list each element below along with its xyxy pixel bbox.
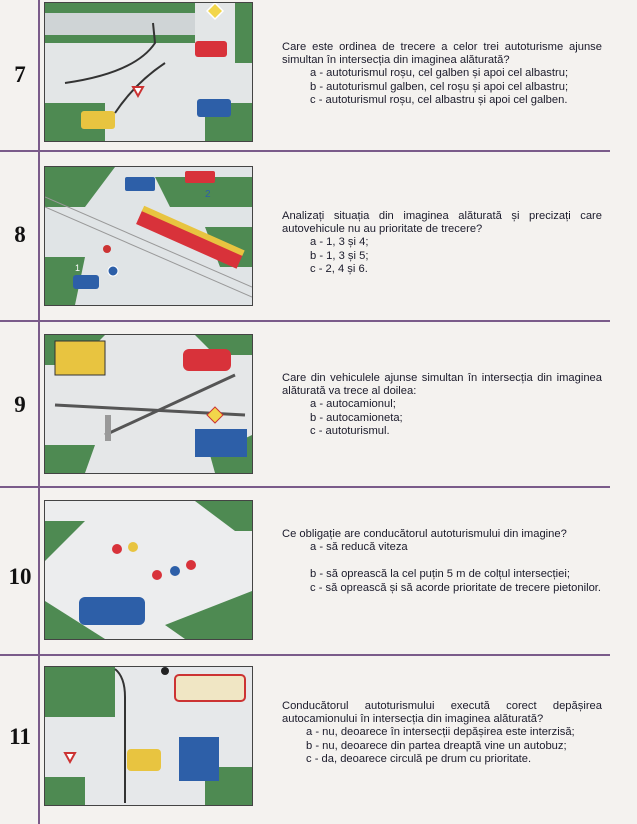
question-image xyxy=(44,2,253,142)
question-image xyxy=(44,166,253,306)
answer-option-b[interactable]: b - nu, deoarece din partea dreaptă vine un autobuz; xyxy=(306,739,567,752)
answer-option-c[interactable]: c - autoturismul roșu, cel albastru și apoi cel galben. xyxy=(310,93,568,106)
answer-option-a[interactable]: a - autoturismul roșu, cel galben și apoi cel albastru; xyxy=(310,67,569,80)
answer-option-b[interactable]: b - autoturismul galben, cel roșu și apoi cel albastru; xyxy=(310,80,569,93)
question-row xyxy=(0,0,637,150)
question-text: Analizați situația din imaginea alăturată și precizați care autovehicule nu au prioritate de trecere? xyxy=(282,210,602,236)
scene-label: 1 xyxy=(75,263,81,273)
question-text: Conducătorul autoturismului execută corect depășirea autocamionului în intersecția din imaginea alăturată? xyxy=(282,700,602,726)
answer-option-a[interactable]: a - nu, deoarece în intersecții depășirea este interzisă; xyxy=(306,726,575,739)
question-image xyxy=(44,666,253,806)
question-image xyxy=(44,334,253,474)
question-number: 10 xyxy=(8,564,32,589)
question-block xyxy=(282,528,602,595)
question-row xyxy=(0,486,637,654)
answer-option-c[interactable]: c - să oprească și să acorde prioritate de trecere pietonilor. xyxy=(310,581,602,594)
question-number: 8 xyxy=(14,222,26,247)
answer-option-b[interactable]: b - 1, 3 și 5; xyxy=(310,249,369,262)
intersection-scene xyxy=(45,167,252,305)
answer-option-a[interactable]: a - autocamionul; xyxy=(310,398,396,411)
question-block xyxy=(282,700,602,766)
scene-label: 2 xyxy=(205,189,211,200)
answer-option-a[interactable]: a - să reducă viteza xyxy=(310,541,408,554)
question-block xyxy=(282,210,602,276)
answer-option-c[interactable]: c - da, deoarece circulă pe drum cu prioritate. xyxy=(306,752,532,765)
question-row xyxy=(0,654,637,824)
answer-option-b[interactable]: b - autocamioneta; xyxy=(310,411,403,424)
intersection-scene xyxy=(45,667,252,805)
intersection-scene xyxy=(45,3,252,141)
answer-option-b[interactable]: b - să oprească la cel puțin 5 m de colțul intersecției; xyxy=(310,568,570,581)
question-row xyxy=(0,150,637,320)
question-number: 11 xyxy=(9,724,31,749)
answer-option-c[interactable]: c - 2, 4 și 6. xyxy=(310,262,368,275)
question-number: 9 xyxy=(14,392,26,417)
question-row xyxy=(0,320,637,486)
question-text: Care din vehiculele ajunse simultan în intersecția din imaginea alăturată va trece al doilea: xyxy=(282,372,602,398)
intersection-scene xyxy=(45,335,252,473)
question-number: 7 xyxy=(14,62,26,87)
question-text: Care este ordinea de trecere a celor trei autoturisme ajunse simultan în intersecția din imaginea alăturată? xyxy=(282,41,602,67)
question-block xyxy=(282,41,602,107)
question-image xyxy=(44,500,253,640)
answer-option-c[interactable]: c - autoturismul. xyxy=(310,424,390,437)
answer-option-a[interactable]: a - 1, 3 și 4; xyxy=(310,236,369,249)
question-text: Ce obligație are conducătorul autoturismului din imagine? xyxy=(282,528,567,540)
intersection-scene xyxy=(45,501,252,639)
question-block xyxy=(282,372,602,438)
